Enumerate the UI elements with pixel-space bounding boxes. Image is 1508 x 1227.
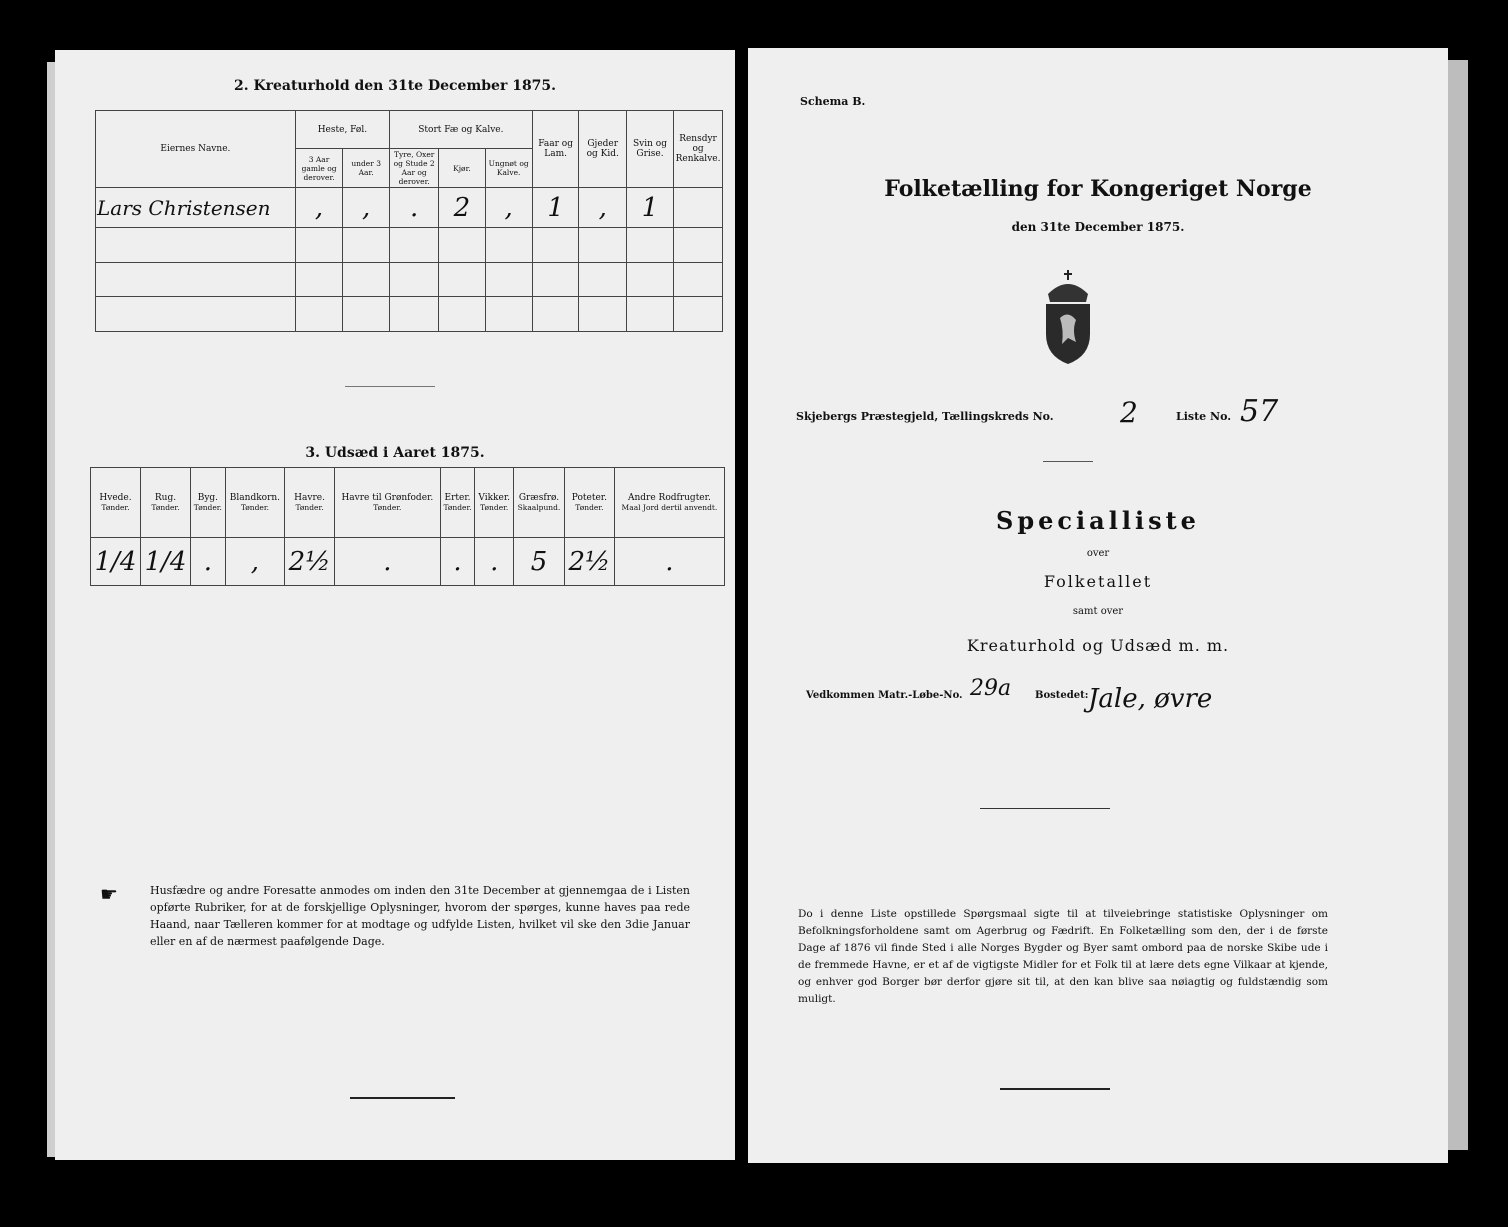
livestock-table bbox=[95, 110, 723, 332]
divider bbox=[1000, 1088, 1110, 1090]
crop-header bbox=[475, 468, 514, 538]
table-row bbox=[96, 262, 723, 297]
crop-name: Blandkorn. bbox=[229, 493, 281, 503]
stort-header: Stort Fæ og Kalve. bbox=[390, 111, 533, 149]
gjeder-header: Gjeder og Kid. bbox=[579, 111, 626, 188]
table-row bbox=[96, 297, 723, 332]
crop-unit: Tønder. bbox=[295, 503, 324, 512]
divider bbox=[350, 1097, 455, 1099]
table-row bbox=[91, 538, 725, 586]
crop-unit: Maal Jord dertil anvendt. bbox=[621, 503, 718, 512]
over-label: over bbox=[1086, 548, 1110, 559]
crop-cell: . bbox=[475, 538, 514, 586]
livestock-cell: 1 bbox=[626, 188, 673, 228]
crop-unit: Tønder. bbox=[193, 503, 222, 512]
table-row bbox=[96, 228, 723, 263]
crop-unit: Tønder. bbox=[101, 503, 130, 512]
divider bbox=[980, 808, 1110, 809]
section2-title: 2. Kreaturhold den 31te December 1875. bbox=[233, 78, 557, 94]
crop-header bbox=[564, 468, 614, 538]
instruction-note: Husfædre og andre Foresatte anmodes om inden den 31te December at gjennemgaa de i Listen opførte Rubriker, for at de forskjellige Oplysninger, hvorom der spørges, kunne haves paa rede Haand, naar Tælleren kommer for at modtage og udfylde Listen, hvilket vil ske den 3die Januar eller en af de nærmest paafølgende Dage. bbox=[150, 884, 690, 948]
kreaturhold-label: Kreaturhold og Udsæd m. m. bbox=[966, 636, 1230, 655]
crop-header bbox=[141, 468, 191, 538]
right-page bbox=[748, 48, 1448, 1163]
svin-header: Svin og Grise. bbox=[626, 111, 673, 188]
heste-sub1: 3 Aar gamle og derover. bbox=[295, 149, 343, 188]
crop-name: Vikker. bbox=[478, 493, 511, 503]
tellingskreds-no: 2 bbox=[1120, 396, 1138, 429]
matr-no: 29a bbox=[970, 676, 1012, 701]
crop-unit: Skaalpund. bbox=[517, 503, 561, 512]
crop-header bbox=[440, 468, 475, 538]
crop-header bbox=[614, 468, 724, 538]
crop-table bbox=[90, 467, 725, 586]
faar-header: Faar og Lam. bbox=[532, 111, 579, 188]
crop-unit: Tønder. bbox=[240, 503, 269, 512]
crop-cell: , bbox=[225, 538, 284, 586]
livestock-cell: 1 bbox=[532, 188, 579, 228]
crop-header bbox=[335, 468, 441, 538]
crop-name: Byg. bbox=[197, 493, 219, 503]
heste-sub2: under 3 Aar. bbox=[343, 149, 390, 188]
specialliste-title: Specialliste bbox=[996, 506, 1200, 535]
crop-name: Hvede. bbox=[99, 493, 132, 503]
prestegjeld-label: Skjebergs Præstegjeld, Tællingskreds No. bbox=[796, 410, 1054, 423]
bostedet-value: Jale, øvre bbox=[1088, 684, 1213, 714]
crop-name: Andre Rodfrugter. bbox=[628, 493, 711, 503]
crop-unit: Tønder. bbox=[373, 503, 402, 512]
crop-name: Erter. bbox=[444, 493, 471, 503]
crop-header bbox=[514, 468, 565, 538]
crop-unit: Tønder. bbox=[151, 503, 180, 512]
livestock-cell: , bbox=[295, 188, 343, 228]
crop-header bbox=[91, 468, 141, 538]
heste-header: Heste, Føl. bbox=[295, 111, 389, 149]
divider bbox=[1043, 461, 1093, 462]
crop-cell: 1/4 bbox=[141, 538, 191, 586]
owner-header: Eiernes Navne. bbox=[96, 111, 296, 188]
stort-sub2: Kjør. bbox=[439, 149, 485, 188]
right-page-edge bbox=[1446, 60, 1468, 1150]
crop-unit: Tønder. bbox=[480, 503, 509, 512]
liste-no: 57 bbox=[1240, 394, 1279, 429]
owner-name: Lars Christensen bbox=[96, 188, 296, 228]
left-page bbox=[55, 50, 735, 1160]
crop-cell: 5 bbox=[514, 538, 565, 586]
table-row bbox=[96, 188, 723, 228]
crop-name: Rug. bbox=[154, 493, 177, 503]
crop-cell: . bbox=[614, 538, 724, 586]
crop-name: Græsfrø. bbox=[518, 493, 560, 503]
crop-header bbox=[285, 468, 335, 538]
section3-title: 3. Udsæd i Aaret 1875. bbox=[305, 445, 485, 461]
crop-name: Havre. bbox=[294, 493, 325, 503]
liste-label: Liste No. bbox=[1176, 410, 1232, 423]
livestock-cell bbox=[674, 188, 723, 228]
crop-header bbox=[225, 468, 284, 538]
crop-unit: Tønder. bbox=[443, 503, 472, 512]
stort-sub1: Tyre, Oxer og Stude 2 Aar og derover. bbox=[390, 149, 439, 188]
crop-cell: . bbox=[440, 538, 475, 586]
document-title: Folketælling for Kongeriget Norge bbox=[884, 176, 1312, 202]
samt-over-label: samt over bbox=[1072, 606, 1124, 617]
schema-label: Schema B. bbox=[800, 95, 866, 108]
livestock-cell: . bbox=[390, 188, 439, 228]
crop-cell: 1/4 bbox=[91, 538, 141, 586]
crop-cell: 2½ bbox=[564, 538, 614, 586]
intro-paragraph: Do i denne Liste opstillede Spørgsmaal sigte til at tilveiebringe statistiske Oplysninger om Befolkningsforholdene samt om Agerbrug og Fædrift. En Folketælling som den, der i de første Dage af 1876 vil finde Sted i alle Norges Bygder og Byer samt ombord paa de norske Skibe ude i de fremmede Havne, er et af de vigtigste Midler for et Folk til at lære dets egne Vilkaar at kjende, og enhver god Borger bør derfor gjøre sit til, at den kan blive saa nøiagtig og fuldstændig som muligt. bbox=[798, 908, 1328, 1005]
folketallet-label: Folketallet bbox=[1043, 572, 1153, 591]
crop-name: Havre til Grønfoder. bbox=[341, 493, 434, 503]
livestock-cell: , bbox=[579, 188, 626, 228]
crop-unit: Tønder. bbox=[575, 503, 604, 512]
document-date: den 31te December 1875. bbox=[1011, 220, 1185, 234]
livestock-cell: 2 bbox=[439, 188, 485, 228]
livestock-cell: , bbox=[485, 188, 532, 228]
crop-cell: . bbox=[335, 538, 441, 586]
crop-name: Poteter. bbox=[571, 493, 607, 503]
pointing-hand-icon: ☛ bbox=[100, 882, 118, 906]
matr-label: Vedkommen Matr.-Løbe-No. bbox=[806, 690, 963, 701]
crop-cell: 2½ bbox=[285, 538, 335, 586]
bostedet-label: Bostedet: bbox=[1035, 690, 1089, 701]
rensdyr-header: Rensdyr og Renkalve. bbox=[674, 111, 723, 188]
crop-header bbox=[191, 468, 226, 538]
crop-cell: . bbox=[191, 538, 226, 586]
coat-of-arms-icon bbox=[1038, 268, 1098, 368]
divider bbox=[345, 386, 435, 387]
livestock-cell: , bbox=[343, 188, 390, 228]
stort-sub3: Ungnøt og Kalve. bbox=[485, 149, 532, 188]
